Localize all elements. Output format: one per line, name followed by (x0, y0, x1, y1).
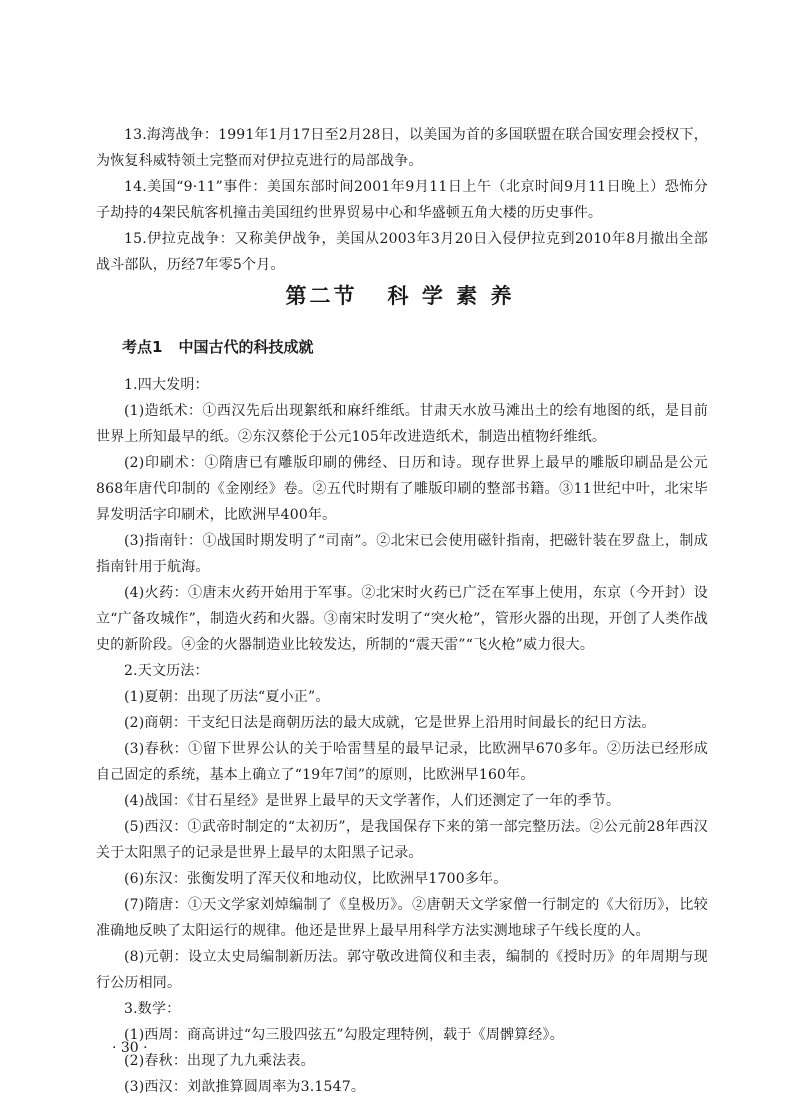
kaodian-heading (122, 336, 313, 357)
paragraph-compass: (3)指南针：①战国时期发明了“司南”。②北宋已会使用磁针指南，把磁针装在罗盘上，制成指南针用于航海。 (96, 533, 708, 575)
paragraph-gulf-war: 13.海湾战争：1991年1月17日至2月28日，以美国为首的多国联盟在联合国安理会授权下，为恢复科威特领土完整而对伊拉克进行的局部战争。 (96, 127, 708, 169)
page-number: · 30 · (112, 1040, 148, 1056)
paragraph-xizhou: (1)西周：商高讲过“勾三股四弦五”勾股定理特例，载于《周髀算经》。 (124, 1027, 564, 1043)
paragraph-xihan-math: (3)西汉：刘歆推算圆周率为3.1547。 (124, 1079, 366, 1095)
paragraph-iraq-war: 15.伊拉克战争：又称美伊战争，美国从2003年3月20日入侵伊拉克到2010年8月撤出全部战斗部队，历经7年零5个月。 (96, 231, 708, 273)
paragraph-suitang: (7)隋唐：①天文学家刘焯编制了《皇极历》。②唐朝天文学家僧一行制定的《大衍历》，比较准确地反映了太阳运行的规律。他还是世界上最早用科学方法实测地球子午线长度的人。 (96, 897, 708, 939)
paragraph-xia: (1)夏朝：出现了历法“夏小正”。 (124, 689, 330, 705)
paragraph-zhanguo: (4)战国：《甘石星经》是世界上最早的天文学著作，人们还测定了一年的季节。 (124, 793, 621, 809)
paragraph-911: 14.美国“9·11”事件：美国东部时间2001年9月11日上午（北京时间9月11日晚上）恐怖分子劫持的4架民航客机撞击美国纽约世界贸易中心和华盛顿五角大楼的历史事件。 (96, 179, 708, 221)
paragraph-gunpowder: (4)火药：①唐末火药开始用于军事。②北宋时火药已广泛在军事上使用，东京（今开封）设立“广备攻城作”，制造火药和火器。③南宋时发明了“突火枪”，管形火器的出现，开创了人类作战史的新阶段。④金的火器制造业比较发达，所制的“震天雷”“飞火枪”威力很大。 (96, 585, 708, 653)
paragraph-yuan: (8)元朝：设立太史局编制新历法。郭守敬改进简仪和圭表，编制的《授时历》的年周期与现行公历相同。 (96, 949, 708, 991)
paragraph-papermaking: (1)造纸术：①西汉先后出现絮纸和麻纤维纸。甘肃天水放马滩出土的绘有地图的纸，是目前世界上所知最早的纸。②东汉蔡伦于公元105年改进造纸术，制造出植物纤维纸。 (96, 403, 708, 445)
section-number: 第二节 (285, 284, 358, 308)
top-paragraph-block (96, 122, 708, 278)
paragraph-xihan: (5)西汉：①武帝时制定的“太初历”，是我国保存下来的第一部完整历法。②公元前28年西汉关于太阳黑子的记录是世界上最早的太阳黑子记录。 (96, 819, 708, 861)
paragraph-shang: (2)商朝：干支纪日法是商朝历法的最大成就，它是世界上沿用时间最长的纪日方法。 (124, 715, 656, 731)
section-title (0, 280, 800, 310)
paragraph-chunqiu-math: (2)春秋：出现了九九乘法表。 (124, 1053, 315, 1069)
section-name: 科 学 素 养 (387, 284, 515, 308)
paragraph-chunqiu: (3)春秋：①留下世界公认的关于哈雷彗星的最早记录，比欧洲早670多年。②历法已经形成自己固定的系统，基本上确立了“19年7闰”的原则，比欧洲早160年。 (96, 741, 708, 783)
heading-mathematics: 3.数学： (124, 1001, 181, 1017)
heading-four-inventions: 1.四大发明： (124, 377, 209, 393)
heading-astronomy: 2.天文历法： (124, 663, 209, 679)
body-paragraph-block (96, 372, 708, 1100)
paragraph-donghan: (6)东汉：张衡发明了浑天仪和地动仪，比欧洲早1700多年。 (124, 871, 508, 887)
kaodian-title: 中国古代的科技成就 (178, 338, 314, 356)
kaodian-label: 考点1 (122, 338, 163, 356)
paragraph-printing: (2)印刷术：①隋唐已有雕版印刷的佛经、日历和诗。现存世界上最早的雕版印刷品是公元868年唐代印制的《金刚经》卷。②五代时期有了雕版印刷的整部书籍。③11世纪中叶，北宋毕昇发明活字印刷术，比欧洲早400年。 (96, 455, 708, 523)
